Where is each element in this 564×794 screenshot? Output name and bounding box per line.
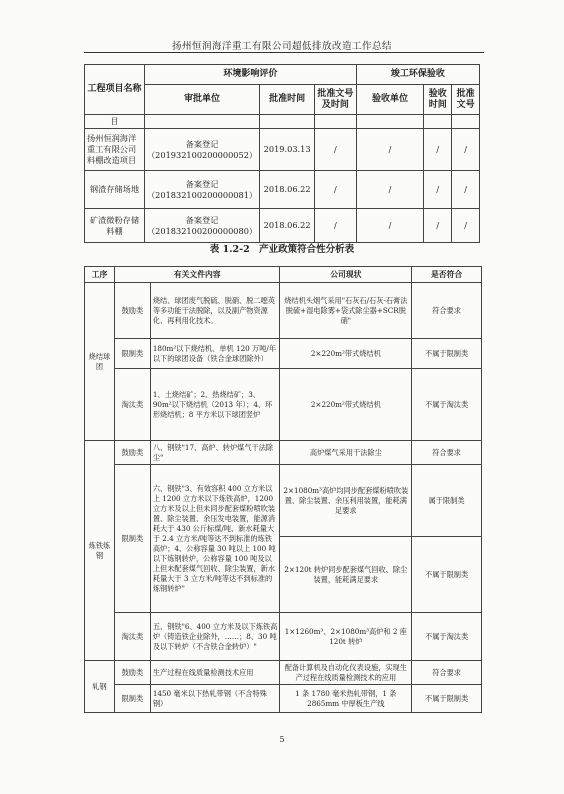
table-row: 淘汰类 五、钢铁"6、400 立方米及以下炼铁高炉（铸造铁企业除外，……；8、30 吨及以下转炉（不含铁合金转炉）" 1×1260m³、2×1080m³高炉和 2 座 120t 转炉 不属于淘汰类 (85, 613, 482, 661)
col-doc: 有关文件内容 (114, 267, 280, 283)
table-row: 限制类 六、钢铁"3、有效容积 400 立方米以上 1200 立方米以下炼铁高炉，1200 立方米及以上但未同步配套煤粉喷吹装置、除尘装置、余压发电装置，能源消耗大于 430 公斤标煤/吨、新水耗量大于 2.4 立方米/吨等达不到标准的炼铁高炉；4、公称容量 30 吨以上 100 吨以下炼钢转炉，公称容量 100 吨及以上但未配套煤气回收、除尘装置，新水耗量大于 3 立方米/吨等达不到标准的炼钢转炉" 2×1080m³高炉均同步配套煤粉喷吹装置、除尘装置、余压利用装置，能耗满足要求 属于限制类 (85, 465, 482, 537)
col-process: 工序 (85, 267, 115, 283)
table-row: 扬州恒润海洋重工有限公司料棚改造项目 备案登记（201932100200000052） 2019.03.13 / / / / (85, 129, 480, 171)
table-row: 炼铁炼钢 鼓励类 八、钢铁"17、高炉、转炉煤气干法除尘" 高炉煤气采用干法除尘 符合要求 (85, 441, 482, 465)
running-header: 扬州恒润海洋重工有限公司超低排放改造工作总结 (171, 41, 392, 52)
group-iron: 炼铁炼钢 (85, 441, 115, 661)
sub-acc-time: 验收时间 (424, 85, 452, 115)
sub-eia-time: 批准时间 (260, 85, 315, 115)
col-status: 公司现状 (280, 267, 412, 283)
table-row: 矿渣微粉存储料棚 备案登记（201832100200000080） 2018.06.22 / / / / (85, 209, 480, 243)
carry-over-cell: 目 (85, 115, 145, 129)
col-acceptance: 竣工环保验收 (356, 65, 479, 85)
col-conform: 是否符合 (412, 267, 482, 283)
sub-eia-unit: 审批单位 (144, 85, 259, 115)
col-project-name: 工程项目名称 (85, 65, 145, 115)
sub-acc-unit: 验收单位 (356, 85, 424, 115)
group-rolling: 轧钢 (85, 661, 115, 713)
col-eia: 环境影响评价 (144, 65, 356, 85)
table-row: 淘汰类 1、土烧结矿；2、热烧结矿；3、90m²以下烧结机（2013 年）；4、环形烧结机；8 平方米以下球团竖炉 2×220m²带式烧结机 不属于淘汰类 (85, 369, 482, 441)
table-row: 限制类 1450 毫米以下热轧带钢（不含特殊钢） 1 条 1780 毫米热轧带钢，1 条 2865mm 中厚板生产线 不属于限制类 (85, 685, 482, 713)
table-caption: 表 1.2-2 产业政策符合性分析表 (209, 244, 355, 255)
table-row: 钢渣存储场地 备案登记（201832100200000081） 2018.06.22 / / / / (85, 171, 480, 209)
policy-compliance-table (84, 266, 482, 713)
project-approval-table (84, 64, 480, 243)
table-row: 2×120t 转炉同步配套煤气回收、除尘装置，能耗满足要求 不属于限制类 (85, 537, 482, 613)
table-row: 限制类 180m²以下烧结机、单机 120 万吨/年以下的球团设备（铁合金球团除外） 2×220m²带式烧结机 不属于限制类 (85, 339, 482, 369)
table-row: 轧钢 鼓励类 生产过程在线质量检测技术应用 配备计算机及自动化仪表设施，实现生产过程在线质量检测技术的应用 符合要求 (85, 661, 482, 685)
sub-acc-no: 批准文号 (452, 85, 480, 115)
page-number: 5 (279, 735, 285, 744)
group-sinter: 烧结球团 (85, 283, 115, 441)
header-rule (84, 52, 484, 53)
sub-eia-doc: 批准文号及时间 (315, 85, 357, 115)
table-row: 烧结球团 鼓励类 烧结、球团废气脱硫、脱硝、脱二噁英等多功能干法脱除，以及副产物资源化、再利用化技术。 烧结机头烟气采用"石灰石/石灰-石膏法脱硫+湿电除雾+袋式除尘器+SCR脱硝" 符合要求 (85, 283, 482, 339)
